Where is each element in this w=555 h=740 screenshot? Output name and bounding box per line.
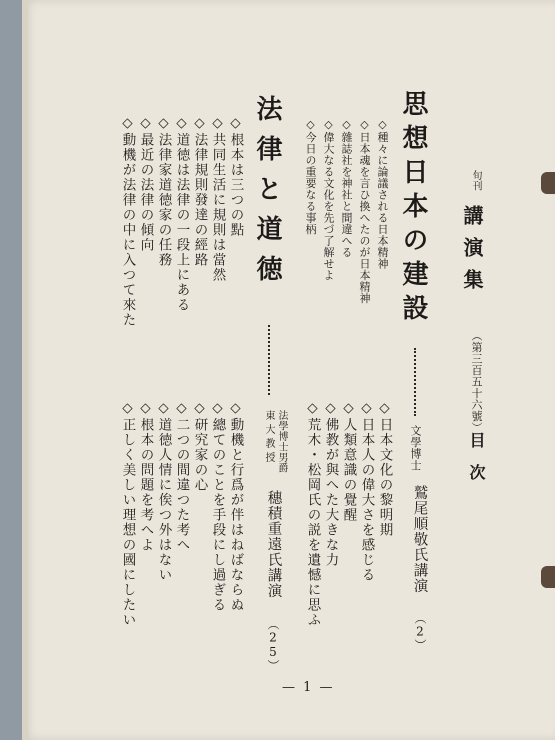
page	[22, 0, 555, 740]
lecture2-point: ◇道徳は法律の一段上にある	[173, 115, 190, 313]
lecture2-point: ◇根本の問題を考へよ	[137, 400, 154, 553]
lecture1-point: ◇種々に論議される日本精神	[376, 118, 389, 270]
lecture2-speaker-title-2: 東大教授	[263, 410, 274, 466]
lecture1-point: ◇今日の重要なる事柄	[304, 118, 317, 235]
lecture1-speaker-title: 文學博士	[409, 425, 422, 471]
lecture1-speaker-name: 鷲尾順敬氏講演	[411, 485, 428, 594]
lecture2-point: ◇研究家の心	[191, 400, 208, 493]
lecture1-point: ◇日本文化の黎明期	[376, 400, 393, 538]
lecture1-point: ◇佛教が與へた大きな力	[322, 400, 339, 568]
series-title: 講演集	[460, 205, 484, 301]
binding-hole-top	[541, 172, 555, 194]
lecture1-point: ◇日本魂を言ひ換へたのが日本精神	[358, 118, 371, 304]
lecture2-dotted-leader	[268, 325, 272, 395]
lecture1-title: 思想日本の建設	[398, 90, 428, 328]
binding-hole-bottom	[541, 566, 555, 588]
lecture2-speaker-name: 穗積重遠氏講演	[265, 490, 282, 599]
lecture2-point: ◇道徳人情に俟つ外はない	[155, 400, 172, 583]
lecture2-point: ◇法律規則發達の經路	[191, 115, 208, 268]
lecture1-point: ◇偉大なる文化を先づ了解せよ	[322, 118, 335, 281]
lecture1-point: ◇人類意識の覺醒	[340, 400, 357, 523]
lecture2-page: （25）	[266, 618, 280, 672]
lecture2-point: ◇二つの間違つた考へ	[173, 400, 190, 553]
lecture2-point: ◇動機と行爲が伴はねばならぬ	[227, 400, 244, 613]
lecture2-point: ◇總てのことを手段にし過ぎる	[209, 400, 226, 613]
lecture2-point: ◇正しく美しい理想の國にしたい	[119, 400, 136, 628]
lecture1-point: ◇雜誌社を神社と間違へる	[340, 118, 353, 258]
lecture1-point: ◇荒木・松岡氏の説を遺憾に思ふ	[304, 400, 321, 628]
lecture2-point: ◇動機が法律の中に入つて來た	[119, 115, 136, 328]
lecture2-speaker-title-1: 法學博士男爵	[276, 410, 287, 473]
lecture1-page: （2）	[413, 612, 427, 652]
lecture1-dotted-leader	[414, 348, 418, 416]
contents-label: 目次	[467, 432, 486, 496]
issue-number: （第三百五十六號）	[470, 330, 483, 434]
lecture2-point: ◇共同生活に規則は當然	[209, 115, 226, 283]
lecture2-point: ◇法律家道徳家の任務	[155, 115, 172, 268]
lecture2-point: ◇根本は三つの點	[227, 115, 244, 238]
publisher-label: 旬刊	[470, 170, 481, 191]
page-number: — 1 —	[282, 680, 335, 695]
lecture2-title: 法律と道徳	[252, 95, 282, 295]
lecture2-point: ◇最近の法律の傾向	[137, 115, 154, 253]
lecture1-point: ◇日本人の偉大さを感じる	[358, 400, 375, 583]
